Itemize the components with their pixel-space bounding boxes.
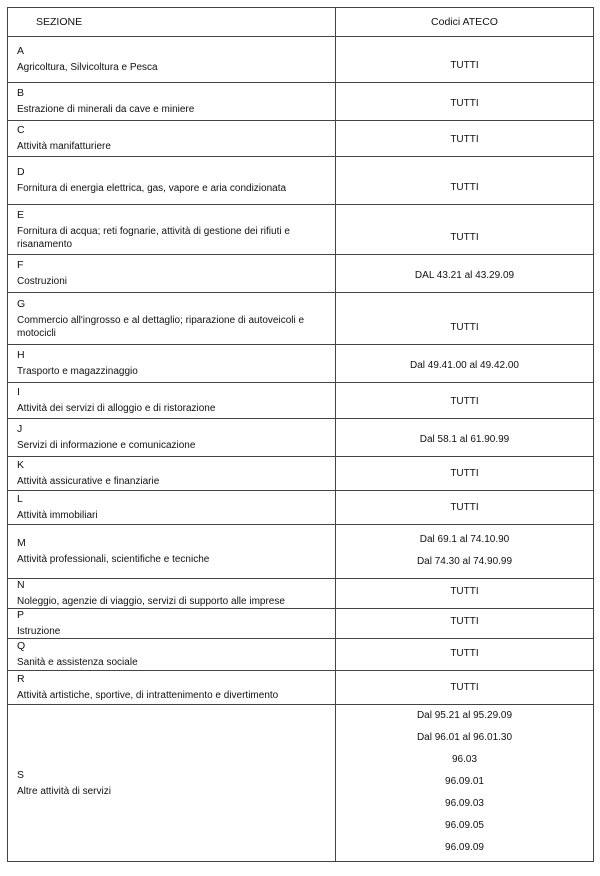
ateco-code: TUTTI bbox=[450, 616, 479, 627]
sezione-letter: I bbox=[17, 386, 20, 398]
ateco-table bbox=[7, 7, 594, 862]
sezione-letter: F bbox=[17, 259, 24, 271]
sezione-letter: P bbox=[17, 609, 25, 621]
sezione-description: Attività immobiliari bbox=[17, 510, 98, 521]
sezione-description: Attività artistiche, sportive, di intrattenimento e divertimento bbox=[17, 690, 279, 701]
ateco-code: TUTTI bbox=[450, 396, 479, 407]
codici-cell bbox=[336, 205, 594, 255]
header-sezione: SEZIONE bbox=[8, 8, 336, 37]
ateco-code: Dal 74.30 al 74.90.99 bbox=[416, 555, 513, 567]
ateco-code: 96.09.05 bbox=[445, 820, 484, 831]
ateco-code: TUTTI bbox=[450, 98, 479, 109]
header-codici-ateco: Codici ATECO bbox=[336, 8, 594, 37]
table-row bbox=[8, 419, 594, 457]
sezione-cell bbox=[8, 671, 336, 705]
ateco-code: TUTTI bbox=[450, 322, 479, 333]
codici-cell bbox=[336, 705, 594, 862]
codici-cell bbox=[336, 457, 594, 491]
sezione-cell bbox=[8, 525, 336, 579]
ateco-code: TUTTI bbox=[450, 502, 479, 513]
sezione-description: Altre attività di servizi bbox=[17, 785, 111, 797]
codici-cell bbox=[336, 491, 594, 525]
codici-cell bbox=[336, 37, 594, 83]
ateco-code: 96.09.09 bbox=[445, 842, 484, 853]
codici-cell bbox=[336, 157, 594, 205]
codici-cell bbox=[336, 579, 594, 609]
sezione-description: Noleggio, agenzie di viaggio, servizi di supporto alle imprese bbox=[17, 596, 285, 607]
table-row bbox=[8, 255, 594, 293]
ateco-code: 96.09.03 bbox=[445, 798, 484, 809]
sezione-letter: L bbox=[17, 493, 23, 505]
table-row bbox=[8, 525, 594, 579]
ateco-code: TUTTI bbox=[450, 182, 479, 193]
table-row bbox=[8, 705, 594, 862]
sezione-cell bbox=[8, 255, 336, 293]
table-row bbox=[8, 345, 594, 383]
sezione-description: Agricoltura, Silvicoltura e Pesca bbox=[17, 62, 158, 73]
codici-cell bbox=[336, 525, 594, 579]
table-row bbox=[8, 293, 594, 345]
table-row bbox=[8, 383, 594, 419]
sezione-letter: K bbox=[17, 459, 25, 471]
ateco-code: TUTTI bbox=[450, 468, 479, 479]
sezione-letter: R bbox=[17, 673, 25, 685]
sezione-cell bbox=[8, 457, 336, 491]
table-row bbox=[8, 37, 594, 83]
sezione-description: Attività professionali, scientifiche e tecniche bbox=[17, 554, 210, 565]
header-row bbox=[8, 8, 594, 37]
ateco-code: TUTTI bbox=[450, 586, 479, 597]
sezione-cell bbox=[8, 579, 336, 609]
sezione-description: Fornitura di acqua; reti fognarie, attività di gestione dei rifiuti e risanamento bbox=[17, 225, 290, 250]
ateco-code: TUTTI bbox=[450, 60, 479, 71]
table-row bbox=[8, 205, 594, 255]
sezione-cell bbox=[8, 37, 336, 83]
ateco-code: TUTTI bbox=[450, 648, 479, 659]
sezione-letter: D bbox=[17, 166, 25, 178]
sezione-cell bbox=[8, 705, 336, 862]
codici-cell bbox=[336, 293, 594, 345]
ateco-code: DAL 43.21 al 43.29.09 bbox=[414, 270, 515, 281]
sezione-letter: S bbox=[17, 768, 25, 781]
sezione-cell bbox=[8, 83, 336, 121]
sezione-description: Fornitura di energia elettrica, gas, vapore e aria condizionata bbox=[17, 183, 287, 194]
sezione-description: Istruzione bbox=[17, 626, 61, 637]
sezione-cell bbox=[8, 639, 336, 671]
ateco-code: TUTTI bbox=[450, 232, 479, 243]
codici-cell bbox=[336, 639, 594, 671]
codici-cell bbox=[336, 345, 594, 383]
ateco-code: Dal 96.01 al 96.01.30 bbox=[416, 732, 513, 743]
sezione-description: Sanità e assistenza sociale bbox=[17, 657, 138, 668]
sezione-letter: H bbox=[17, 349, 25, 361]
codici-cell bbox=[336, 83, 594, 121]
sezione-cell bbox=[8, 205, 336, 255]
ateco-code: Dal 95.21 al 95.29.09 bbox=[416, 710, 513, 721]
sezione-description: Attività manifatturiere bbox=[17, 141, 111, 152]
table-body bbox=[8, 37, 594, 862]
sezione-description: Attività dei servizi di alloggio e di ristorazione bbox=[17, 403, 216, 414]
sezione-cell bbox=[8, 121, 336, 157]
ateco-code: Dal 69.1 al 74.10.90 bbox=[419, 533, 510, 545]
sezione-letter: C bbox=[17, 124, 25, 136]
table-row bbox=[8, 157, 594, 205]
sezione-letter: M bbox=[17, 537, 26, 549]
sezione-description: Costruzioni bbox=[17, 276, 68, 287]
table-row bbox=[8, 609, 594, 639]
table-row bbox=[8, 491, 594, 525]
codici-cell bbox=[336, 383, 594, 419]
ateco-code: TUTTI bbox=[450, 682, 479, 693]
table-row bbox=[8, 639, 594, 671]
ateco-code: Dal 58.1 al 61.90.99 bbox=[419, 434, 510, 445]
table-row bbox=[8, 457, 594, 491]
ateco-code: 96.03 bbox=[451, 754, 478, 765]
codici-cell bbox=[336, 671, 594, 705]
ateco-code: TUTTI bbox=[450, 134, 479, 145]
sezione-description: Commercio all'ingrosso e al dettaglio; riparazione di autoveicoli e motocicli bbox=[17, 314, 305, 339]
table-row bbox=[8, 579, 594, 609]
sezione-letter: J bbox=[17, 423, 23, 435]
table-row bbox=[8, 671, 594, 705]
sezione-letter: A bbox=[17, 45, 25, 57]
sezione-cell bbox=[8, 293, 336, 345]
codici-cell bbox=[336, 121, 594, 157]
sezione-letter: Q bbox=[17, 640, 26, 652]
sezione-description: Attività assicurative e finanziarie bbox=[17, 476, 160, 487]
sezione-letter: G bbox=[17, 297, 26, 310]
sezione-cell bbox=[8, 609, 336, 639]
codici-cell bbox=[336, 255, 594, 293]
sezione-letter: B bbox=[17, 87, 25, 99]
sezione-cell bbox=[8, 345, 336, 383]
table-row bbox=[8, 121, 594, 157]
sezione-cell bbox=[8, 491, 336, 525]
codici-cell bbox=[336, 609, 594, 639]
ateco-code: Dal 49.41.00 al 49.42.00 bbox=[410, 360, 519, 371]
sezione-cell bbox=[8, 419, 336, 457]
sezione-letter: E bbox=[17, 208, 25, 221]
ateco-code: 96.09.01 bbox=[445, 776, 484, 787]
sezione-cell bbox=[8, 157, 336, 205]
sezione-description: Estrazione di minerali da cave e miniere bbox=[17, 104, 195, 115]
sezione-cell bbox=[8, 383, 336, 419]
codici-cell bbox=[336, 419, 594, 457]
sezione-description: Servizi di informazione e comunicazione bbox=[17, 440, 196, 451]
sezione-description: Trasporto e magazzinaggio bbox=[17, 366, 138, 377]
table-row bbox=[8, 83, 594, 121]
sezione-letter: N bbox=[17, 579, 25, 591]
